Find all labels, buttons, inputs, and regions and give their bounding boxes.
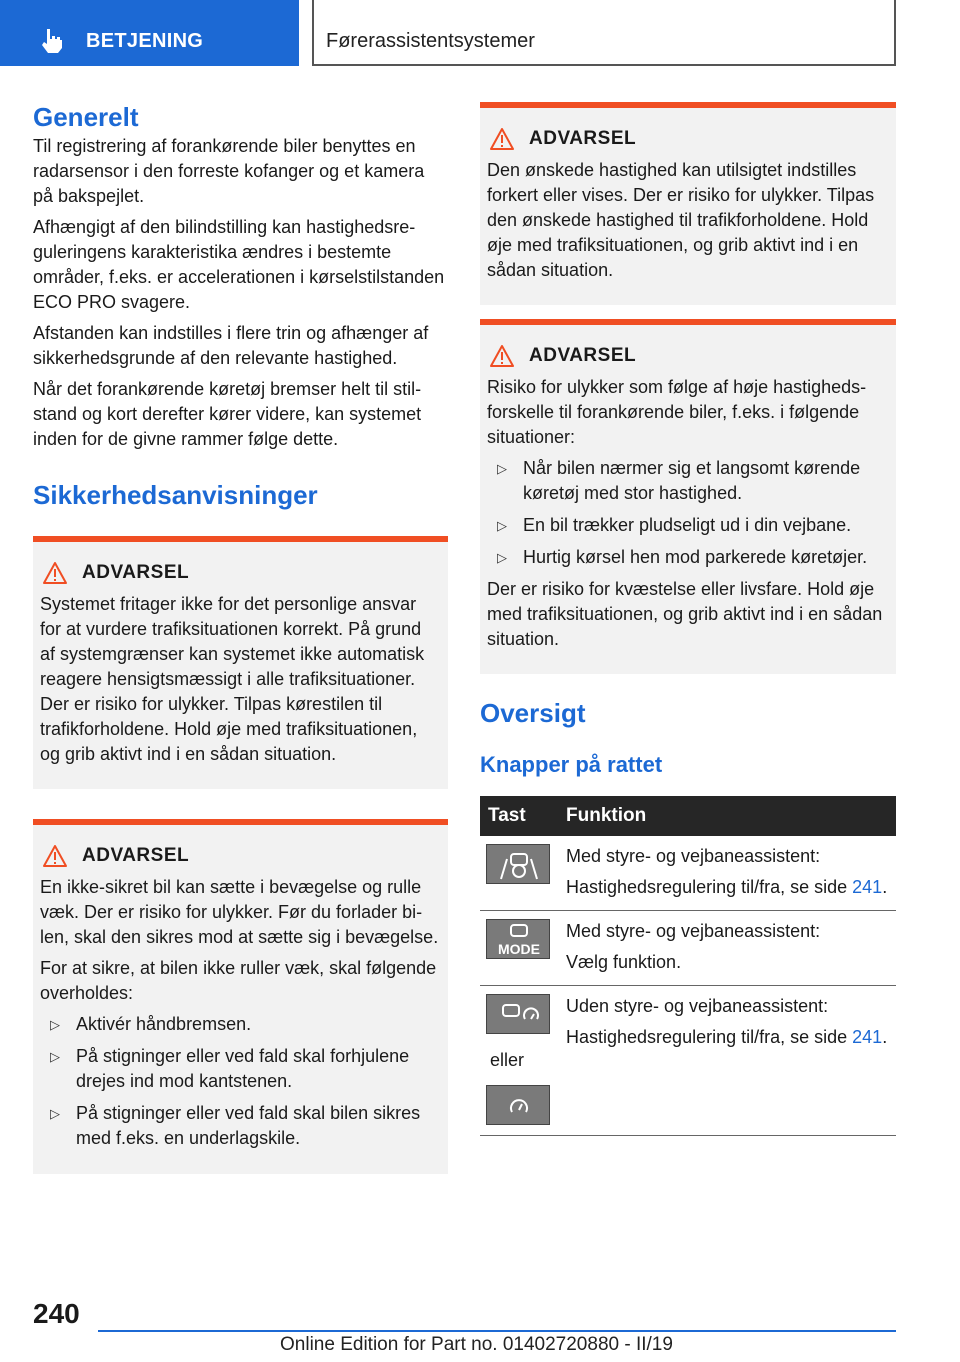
section-label: BETJENING [86,30,204,52]
hand-pointer-icon [38,26,66,54]
warning-list [487,456,889,570]
footer-divider [98,1330,896,1332]
generelt-paragraph-2: Afhængigt af den bilindstilling kan hastighedsreguleringens karakteristika ændres i bestemte områder, f.eks. er accelerationen i kørselstilstanden ECO PRO svagere. [33,217,445,312]
warning-triangle-icon [489,127,515,151]
mode-button-label: MODE [498,941,540,957]
page-link[interactable]: 241 [852,1027,883,1047]
warning-text-2: For at sikre, at bilen ikke ruller væk, skal følgende overholdes: [40,958,437,1003]
table-row [480,986,896,1136]
warning-list [40,1012,441,1151]
warning-header [40,560,441,586]
bullet-triangle-icon: ▷ [50,1049,60,1064]
list-item: ▷ På stigninger eller ved fald skal bilen sikres med f.eks. en underlagskile. [50,1103,421,1148]
warning-header [487,126,889,152]
bullet-triangle-icon: ▷ [497,461,507,476]
bullet-triangle-icon: ▷ [497,550,507,565]
row-text-1: Med styre- og vejbaneassistent: [566,846,821,866]
generelt-paragraph-1: Til registrering af forankørende biler benyttes en radarsensor i den forreste kofanger og et kamera på bakspejlet. [33,136,425,206]
row-text-1: Uden styre- og vejbaneassistent: [566,996,829,1016]
bullet-triangle-icon: ▷ [497,518,507,533]
chapter-title: Førerassistentsystemer [326,30,535,52]
generelt-paragraph-3: Afstanden kan indstilles i flere trin og afhænger af sikkerhedsgrunde af den relevante hastighed. [33,323,429,368]
list-item: ▷ Når bilen nærmer sig et langsomt kørende køretøj med stor hastighed. [497,458,861,503]
warning-header [487,343,889,369]
left-column [33,100,448,1174]
speedometer-button-icon [486,1085,550,1125]
table-header-key: Tast [480,796,558,836]
list-item: ▷ På stigninger eller ved fald skal forhjulene drejes ind mod kantstenen. [50,1046,410,1091]
warning-text: Systemet fritager ikke for det personlige ansvar for at vurdere trafiksituationen korrekt. På grund af systemgrænser kan systemet ikke automatisk reagere hensigtsmæssigt i alle trafiksituationer. Der er risiko for ulykker. Tilpas kørestilen til trafikforholdene. Hold øje med trafiksituationen, og grib aktivt ind i en sådan situation. [40,594,425,764]
generelt-heading: Generelt [33,102,139,132]
warning-box-3 [480,102,896,305]
or-label: eller [490,1050,525,1070]
list-item: ▷ En bil trækker pludseligt ud i din vejbane. [487,513,889,538]
list-item: ▷ Hurtig kørsel hen mod parkerede køretøjer. [487,545,889,570]
buttons-table [480,796,896,1136]
mode-button-icon [486,919,550,959]
table-header-function: Funktion [558,796,896,836]
bullet-triangle-icon: ▷ [50,1017,60,1032]
warning-title: ADVARSEL [82,562,190,583]
page-number: 240 [33,1298,80,1329]
warning-title: ADVARSEL [529,345,637,366]
page-link[interactable]: 241 [852,877,883,897]
warning-triangle-icon [489,344,515,368]
warning-triangle-icon [42,844,68,868]
warning-title: ADVARSEL [529,128,637,149]
warning-box-2 [33,819,448,1174]
warning-text: Den ønskede hastighed kan utilsigtet indstilles forkert eller vises. Der er risiko for ulykker. Tilpas den ønskede hastighed til trafikforholdene. Hold øje med trafiksituationen, og grib aktivt ind i en sådan situation. [487,160,875,280]
list-item: ▷ Aktivér håndbremsen. [40,1012,441,1037]
warning-text-2: Der er risiko for kvæstelse eller livsfare. Hold øje med trafiksituationen, og grib aktivt ind i en sådan situation. [487,579,883,649]
cruise-control-button-icon [486,994,550,1034]
right-column [480,102,896,1136]
chapter-title-box [312,0,896,66]
warning-text-1: Risiko for ulykker som følge af høje hastighedsforskelle til forankørende biler, f.eks. i følgende situationer: [487,377,867,447]
page-header [0,0,960,66]
warning-box-4 [480,319,896,674]
generelt-paragraph-4: Når det forankørende køretøj bremser helt til stilstand og kort derefter kører videre, kan systemet inden for de givne rammer følge dette. [33,379,422,449]
row-text-2: Vælg funktion. [566,952,682,972]
warning-header [40,843,441,869]
row-text-2: Hastighedsregulering til/fra, se side 241. [566,1027,888,1047]
bullet-triangle-icon: ▷ [50,1106,60,1121]
knapper-heading: Knapper på rattet [480,752,663,777]
warning-title: ADVARSEL [82,845,190,866]
table-row [480,911,896,986]
table-row [480,836,896,911]
edition-text: Online Edition for Part no. 01402720880 - II/19 [280,1334,673,1355]
safety-heading: Sikkerhedsanvisninger [33,480,318,510]
section-tab[interactable] [0,0,299,66]
warning-triangle-icon [42,561,68,585]
warning-box-1 [33,536,448,789]
row-text-1: Med styre- og vejbaneassistent: [566,921,821,941]
row-text-2: Hastighedsregulering til/fra, se side 241. [566,877,888,897]
warning-text-1: En ikke-sikret bil kan sætte i bevægelse og rulle væk. Der er risiko for ulykker. Før du forlader bilen, skal den sikres mod at sætte sig i bevægelse. [40,877,439,947]
oversigt-heading: Oversigt [480,698,586,728]
steering-assist-button-icon [486,844,550,884]
